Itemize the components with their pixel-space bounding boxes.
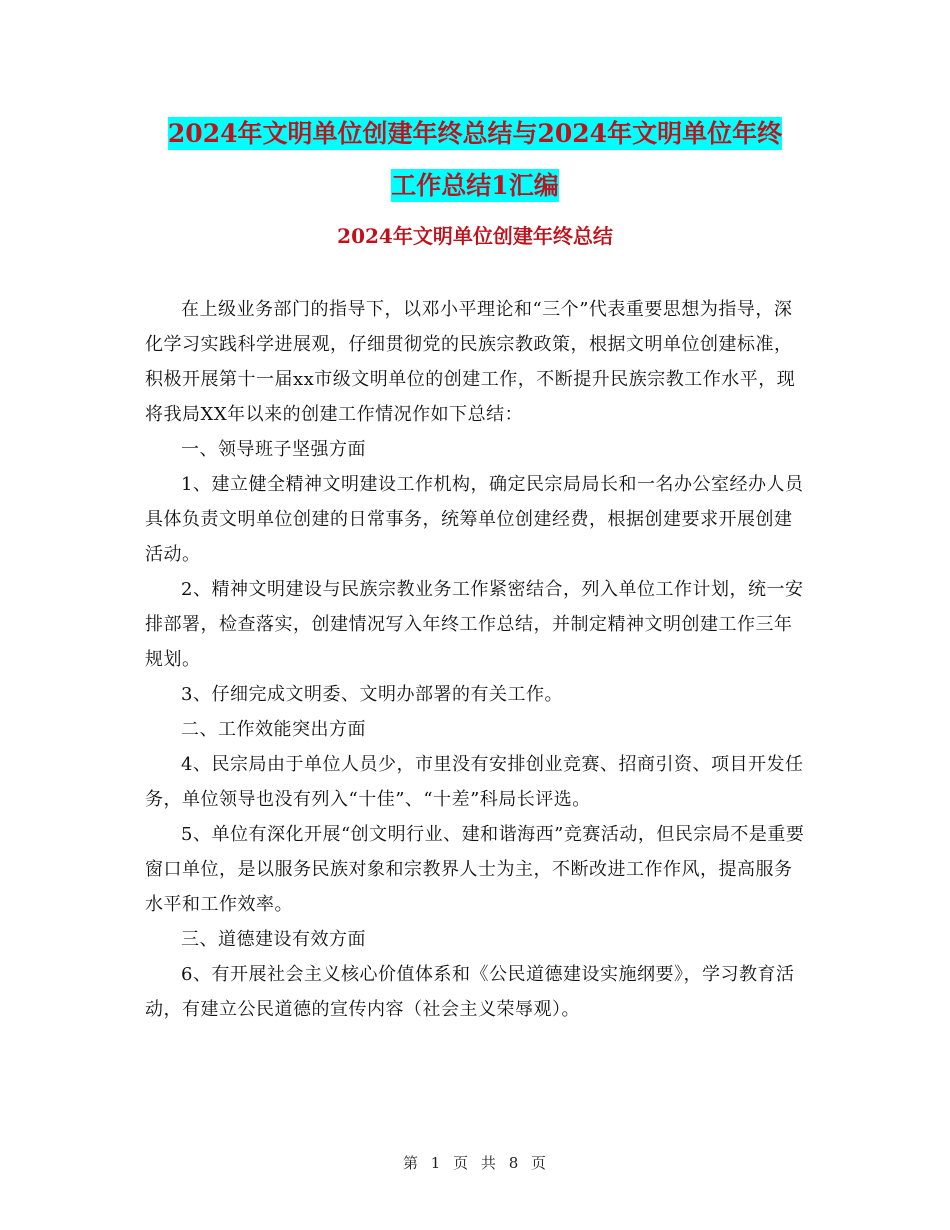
footer-total-label: 共 — [480, 1154, 497, 1172]
heading-efficiency: 二、工作效能突出方面 — [181, 719, 366, 740]
document-body — [145, 292, 810, 1027]
section-title: 2024年文明单位创建年终总结 — [337, 224, 613, 248]
title-line-2: 工作总结1汇编 — [391, 171, 559, 200]
paragraph-item-5: 5、单位有深化开展“创文明行业、建和谐海西”竞赛活动，但民宗局不是重要窗口单位，是以服务民族对象和宗教界人士为主，不断改进工作作风，提高服务水平和工作效率。 — [145, 824, 805, 915]
footer-page-label: 页 — [453, 1154, 470, 1172]
page-footer — [0, 1152, 950, 1173]
footer-prefix: 第 — [402, 1154, 419, 1172]
paragraph-intro: 在上级业务部门的指导下，以邓小平理论和“三个”代表重要思想为指导，深化学习实践科学进展观，仔细贯彻党的民族宗教政策，根据文明单位创建标准，积极开展第十一届xx市级文明单位的创建工作，不断提升民族宗教工作水平，现将我局XX年以来的创建工作情况作如下总结： — [145, 299, 796, 425]
paragraph-item-4: 4、民宗局由于单位人员少，市里没有安排创业竞赛、招商引资、项目开发任务，单位领导也没有列入“十佳”、“十差”科局长评选。 — [145, 754, 804, 810]
current-page-number: 1 — [430, 1154, 442, 1172]
paragraph-item-6: 6、有开展社会主义核心价值体系和《公民道德建设实施纲要》，学习教育活动，有建立公民道德的宣传内容（社会主义荣辱观）。 — [145, 964, 795, 1020]
footer-suffix: 页 — [531, 1154, 548, 1172]
total-pages-number: 8 — [508, 1154, 520, 1172]
paragraph-item-3: 3、仔细完成文明委、文明办部署的有关工作。 — [181, 684, 563, 705]
paragraph-item-2: 2、精神文明建设与民族宗教业务工作紧密结合，列入单位工作计划，统一安排部署，检查落实，创建情况写入年终工作总结，并制定精神文明创建工作三年规划。 — [145, 579, 804, 670]
heading-leadership: 一、领导班子坚强方面 — [181, 439, 366, 460]
title-line-1: 2024年文明单位创建年终总结与2024年文明单位年终 — [167, 119, 783, 148]
paragraph-item-1: 1、建立健全精神文明建设工作机构，确定民宗局局长和一名办公室经办人员具体负责文明单位创建的日常事务，统筹单位创建经费，根据创建要求开展创建活动。 — [145, 474, 804, 565]
heading-morality: 三、道德建设有效方面 — [181, 929, 366, 950]
document-title — [0, 108, 950, 212]
